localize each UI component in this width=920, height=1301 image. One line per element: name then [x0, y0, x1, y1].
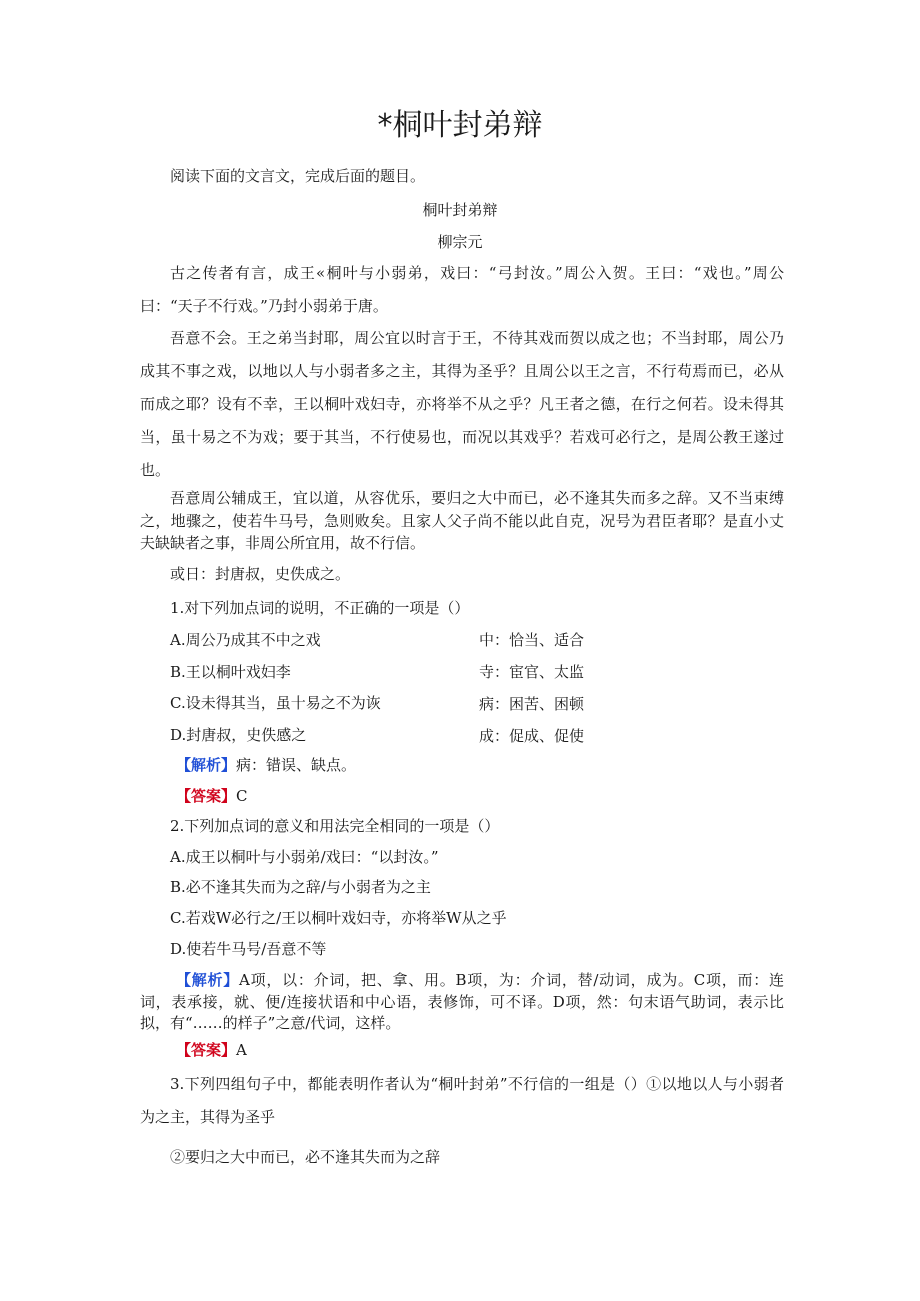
passage-paragraph: 古之传者有言，成王«桐叶与小弱弟，戏曰：“弓封汝。”周公入贺。王曰：“戏也。”周公曰：“天子不行戏。”乃封小弱弟于唐。 [140, 264, 784, 315]
option-text: C.若戏W必行之/王以桐叶戏妇寺，亦将举W从之乎 [170, 909, 507, 927]
question-stem: 3.下列四组句子中，都能表明作者认为“桐叶封弟”不行信的一组是（）①以地以人与小弱者为之主，其得为圣乎 [140, 1075, 784, 1126]
instruction: 阅读下面的文言文，完成后面的题目。 [170, 167, 426, 185]
analysis-label: 【解析】 [176, 971, 240, 989]
passage-paragraph: 吾意周公辅成王，宜以道，从容优乐，要归之大中而已，必不逢其失而多之辞。又不当束缚之，地骤之，使若牛马号，急则败矣。且家人父子尚不能以此自克，况号为君臣者耶？是直小丈夫缺缺者之事，非周公所宜用，故不行信。 [140, 489, 784, 552]
passage-author: 柳宗元 [437, 233, 483, 251]
answer-label: 【答案】 [176, 1041, 237, 1059]
question-stem: 1.对下列加点词的说明，不正确的一项是（） [170, 599, 470, 617]
page-title: *桐叶封弟辩 [377, 108, 543, 143]
option-note: 中：恰当、适合 [479, 631, 585, 649]
question-item: ②要归之大中而已，必不逢其失而为之辞 [170, 1148, 441, 1166]
analysis-row [176, 755, 356, 775]
passage-heading: 桐叶封弟辩 [422, 201, 498, 219]
answer-label: 【答案】 [176, 787, 237, 805]
option-text: A.成王以桐叶与小弱弟/戏曰：“以封汝。” [170, 848, 439, 866]
answer-row [176, 1040, 247, 1060]
option-text: B.王以桐叶戏妇李 [170, 663, 291, 681]
option-note: 成：促成、促使 [479, 727, 585, 745]
analysis-text: 病：错误、缺点。 [236, 756, 357, 774]
option-note: 寺：宦官、太监 [479, 663, 585, 681]
option-text: B.必不逢其失而为之辞/与小弱者为之主 [170, 878, 431, 896]
passage-paragraph: 吾意不会。王之弟当封耶，周公宜以时言于王，不待其戏而贺以成之也；不当封耶，周公乃成其不事之戏，以地以人与小弱者多之主，其得为圣乎？且周公以王之言，不行苟焉而已，必从而成之耶？设有不幸，王以桐叶戏妇寺，亦将举不从之乎？凡王者之德，在行之何若。设未得其当，虽十易之不为戏；要于其当，不行使易也，而况以其戏乎？若戏可必行之，是周公教王遂过也。 [140, 329, 784, 479]
answer-text: C [236, 787, 248, 805]
analysis-label: 【解析】 [176, 756, 237, 774]
analysis-block [140, 970, 784, 1035]
option-note: 病：困苦、困顿 [479, 695, 585, 713]
option-text: C.设未得其当，虽十易之不为诙 [170, 694, 381, 712]
answer-text: A [236, 1041, 247, 1059]
analysis-text: A项，以：介词，把、拿、用。B项，为：介词，替/动词，成为。C项，而：连词，表承接，就、便/连接状语和中心语，表修饰，可不译。D项，然：句末语气助词，表示比拟，有“……的样子”之意/代词，这样。 [140, 971, 784, 1032]
option-text: D.使若牛马号/吾意不等 [170, 940, 327, 958]
option-text: A.周公乃成其不中之戏 [170, 631, 321, 649]
passage-paragraph: 或日：封唐叔，史佚成之。 [170, 565, 351, 583]
option-text: D.封唐叔，史佚感之 [170, 726, 307, 744]
question-stem: 2.下列加点词的意义和用法完全相同的一项是（） [170, 817, 500, 835]
answer-row [176, 786, 248, 806]
